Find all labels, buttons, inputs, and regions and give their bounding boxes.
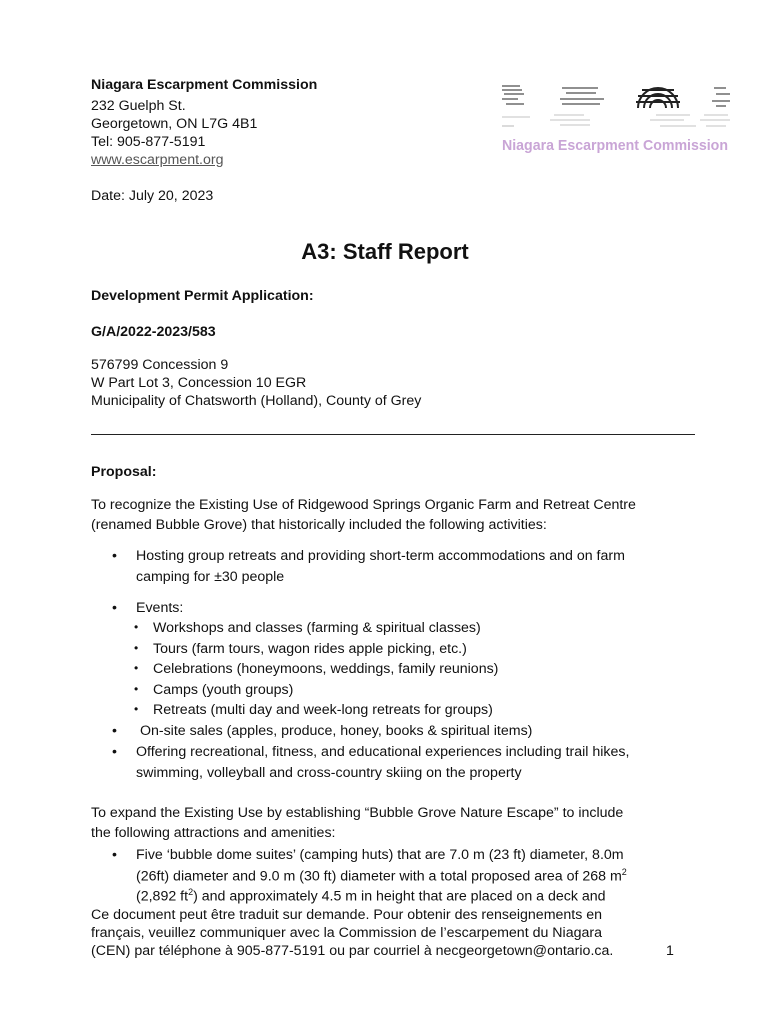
bullet: •	[112, 548, 117, 564]
file-number: G/A/2022-2023/583	[91, 324, 216, 340]
application-type: Development Permit Application:	[91, 288, 314, 304]
event-workshops: Workshops and classes (farming & spiritual classes)	[153, 620, 481, 636]
superscript: 2	[188, 887, 194, 897]
property-address-2: W Part Lot 3, Concession 10 EGR	[91, 375, 307, 391]
bubble-line-2	[136, 867, 627, 885]
page-title: A3: Staff Report	[301, 239, 469, 264]
bullet: •	[112, 847, 117, 863]
footer-line-1: Ce document peut être traduit sur demande. Pour obtenir des renseignements en	[91, 907, 603, 923]
proposal-intro-line-2: (renamed Bubble Grove) that historically included the following activities:	[91, 517, 547, 533]
nec-logo-graphic	[500, 80, 732, 155]
proposal-intro-line-1: To recognize the Existing Use of Ridgewood Springs Organic Farm and Retreat Centre	[91, 497, 636, 513]
bubble-line-3	[136, 887, 606, 905]
bullet: •	[112, 744, 117, 760]
event-retreats: Retreats (multi day and week-long retreats for groups)	[153, 702, 493, 718]
hosting-line-2: camping for ±30 people	[136, 569, 285, 585]
bubble-line-1: Five ‘bubble dome suites’ (camping huts) that are 7.0 m (23 ft) diameter, 8.0m	[136, 847, 624, 863]
bullet: •	[134, 620, 139, 634]
event-tours: Tours (farm tours, wagon rides apple picking, etc.)	[153, 640, 467, 657]
bubble-line-2-text: (26ft) diameter and 9.0 m (30 ft) diameter with a total proposed area of 268 m	[136, 868, 622, 885]
hosting-line-1: Hosting group retreats and providing short-term accommodations and on farm	[136, 548, 625, 564]
bullet: •	[112, 723, 117, 739]
bullet: •	[134, 661, 139, 675]
page-number: 1	[666, 943, 674, 959]
telephone: Tel: 905-877-5191	[91, 134, 206, 150]
bubble-line-3b: ) and approximately 4.5 m in height that are placed on a deck and	[193, 888, 606, 905]
footer-line-2: français, veuillez communiquer avec la Commission de l’escarpement du Niagara	[91, 925, 602, 941]
expand-line-1: To expand the Existing Use by establishing “Bubble Grove Nature Escape” to include	[91, 805, 624, 821]
bullet: •	[134, 702, 139, 716]
address-line-2: Georgetown, ON L7G 4B1	[91, 116, 258, 132]
address-line-1: 232 Guelph St.	[91, 98, 186, 114]
nec-logo	[500, 80, 732, 155]
report-date: Date: July 20, 2023	[91, 188, 214, 204]
website-link[interactable]: www.escarpment.org	[91, 152, 224, 168]
bullet: •	[112, 600, 117, 616]
bullet: •	[134, 681, 139, 696]
sales-text: On-site sales (apples, produce, honey, books & spiritual items)	[136, 723, 533, 739]
bullet: •	[134, 640, 139, 655]
proposal-heading: Proposal:	[91, 464, 157, 480]
section-divider	[91, 434, 695, 435]
property-address-1: 576799 Concession 9	[91, 357, 229, 373]
event-camps: Camps (youth groups)	[153, 681, 294, 698]
expand-line-2: the following attractions and amenities:	[91, 825, 336, 841]
logo-wordmark: Niagara Escarpment Commission	[502, 137, 728, 154]
event-celebrations: Celebrations (honeymoons, weddings, family reunions)	[153, 661, 499, 677]
recreation-line-1: Offering recreational, fitness, and educational experiences including trail hikes,	[136, 744, 630, 760]
footer-line-3: (CEN) par téléphone à 905-877-5191 ou par courriel à necgeorgetown@ontario.ca.	[91, 943, 614, 959]
property-address-3: Municipality of Chatsworth (Holland), County of Grey	[91, 393, 422, 409]
bubble-line-3a: (2,892 ft	[136, 888, 189, 905]
events-label: Events:	[136, 600, 184, 616]
superscript: 2	[621, 867, 627, 877]
org-name: Niagara Escarpment Commission	[91, 77, 318, 93]
recreation-line-2: swimming, volleyball and cross-country skiing on the property	[136, 765, 522, 781]
